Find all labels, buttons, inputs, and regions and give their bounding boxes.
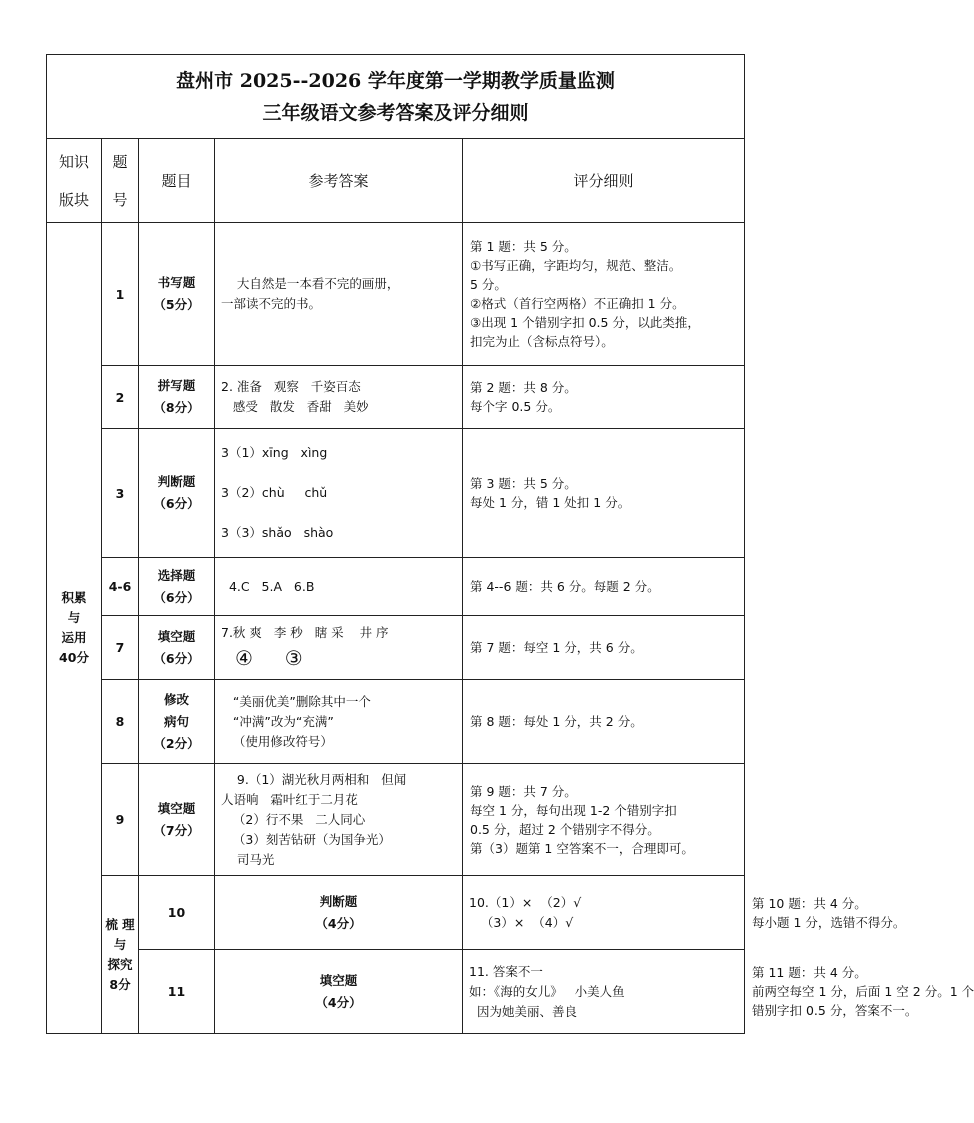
question-type: 填空题 （7分） (139, 764, 215, 876)
header-rule: 评分细则 (463, 139, 745, 223)
table-row (47, 223, 745, 366)
title-line-1: 盘州市 2025--2026 学年度第一学期教学质量监测 (176, 69, 615, 92)
scoring-rule: 第 3 题：共 5 分。 每处 1 分，错 1 处扣 1 分。 (463, 429, 745, 558)
header-answer: 参考答案 (215, 139, 463, 223)
reference-answer: 4.C 5.A 6.B (215, 558, 463, 616)
question-type: 书写题 （5分） (139, 223, 215, 366)
question-number: 11 (139, 950, 215, 1034)
circled-number-marks: ④ ③ (235, 645, 303, 670)
question-type: 填空题 （4分） (215, 950, 463, 1034)
question-number: 8 (102, 680, 139, 764)
question-type: 选择题 （6分） (139, 558, 215, 616)
question-number: 9 (102, 764, 139, 876)
reference-answer: 9.（1）湖光秋月两相和 但闻 人语响 霜叶红于二月花 （2）行不果 二人同心 （3）刻苦钻研（为国争光） 司马光 (215, 764, 463, 876)
header-section: 知识 版块 (47, 139, 102, 223)
header-number: 题 号 (102, 139, 139, 223)
answer-table (46, 54, 974, 1034)
reference-answer: 大自然是一本看不完的画册， 一部读不完的书。 (215, 223, 463, 366)
scoring-rule: 第 7 题：每空 1 分，共 6 分。 (463, 616, 745, 680)
question-number: 10 (139, 876, 215, 950)
question-number: 4-6 (102, 558, 139, 616)
scoring-rule: 第 8 题：每处 1 分，共 2 分。 (463, 680, 745, 764)
table-row (47, 680, 745, 764)
scoring-rule: 第 1 题：共 5 分。 ①书写正确，字距均匀，规范、整洁。 5 分。 ②格式（首行空两格）不正确扣 1 分。 ③出现 1 个错别字扣 0.5 分，以此类推， 扣完为止（含标点符号）。 (463, 223, 745, 366)
scoring-rule: 第 2 题：共 8 分。 每个字 0.5 分。 (463, 366, 745, 429)
question-type: 修改 病句 （2分） (139, 680, 215, 764)
section-cell-accumulation: 积累 与 运用 40分 (47, 223, 102, 1034)
question-type: 填空题 （6分） (139, 616, 215, 680)
table-row (47, 429, 745, 558)
table-row (47, 616, 745, 680)
table-row (47, 366, 745, 429)
question-number: 3 (102, 429, 139, 558)
scoring-rule: 第 4--6 题：共 6 分。每题 2 分。 (463, 558, 745, 616)
question-number: 7 (102, 616, 139, 680)
header-row (47, 139, 745, 223)
question-type: 判断题 （4分） (215, 876, 463, 950)
reference-answer: 10.（1）× （2）√ （3）× （4）√ (463, 876, 745, 950)
section-cell-exploration: 梳 理 与 探究 8分 (102, 876, 139, 1034)
title-cell (47, 55, 745, 139)
reference-answer: “美丽优美”删除其中一个 “冲满”改为“充满” （使用修改符号） (215, 680, 463, 764)
table-row: 梳 理 与 探究 8分 10 判断题 （4分） 10.（1）× （2）√ （3）× （4）√ 第 10 题：共 4 分。 每小题 1 分，选错不得分。 (47, 876, 745, 950)
title-line-2: 三年级语文参考答案及评分细则 (262, 101, 529, 124)
table-row (47, 764, 745, 876)
table-row: 11 填空题 （4分） 11. 答案不一 如：《海的女儿》 小美人鱼 因为她美丽、善良 第 11 题：共 4 分。 前两空每空 1 分，后面 1 空 2 分。1 个 错别字扣 0.5 分，答案不一。 (47, 950, 745, 1034)
question-number: 2 (102, 366, 139, 429)
scoring-rule: 第 9 题：共 7 分。 每空 1 分，每句出现 1-2 个错别字扣 0.5 分，超过 2 个错别字不得分。 第（3）题第 1 空答案不一，合理即可。 (463, 764, 745, 876)
table-row (47, 558, 745, 616)
reference-answer: 3（1）xīng xìng 3（2）chù chǔ 3（3）shǎo shào (215, 429, 463, 558)
reference-answer: 7.秋 爽 李 秒 瞎 采 井 序 ④ ③ (215, 616, 463, 680)
question-type: 拼写题 （8分） (139, 366, 215, 429)
header-type: 题目 (139, 139, 215, 223)
question-number: 1 (102, 223, 139, 366)
question-type: 判断题 （6分） (139, 429, 215, 558)
reference-answer: 2. 准备 观察 千姿百态 感受 散发 香甜 美妙 (215, 366, 463, 429)
reference-answer: 11. 答案不一 如：《海的女儿》 小美人鱼 因为她美丽、善良 (463, 950, 745, 1034)
